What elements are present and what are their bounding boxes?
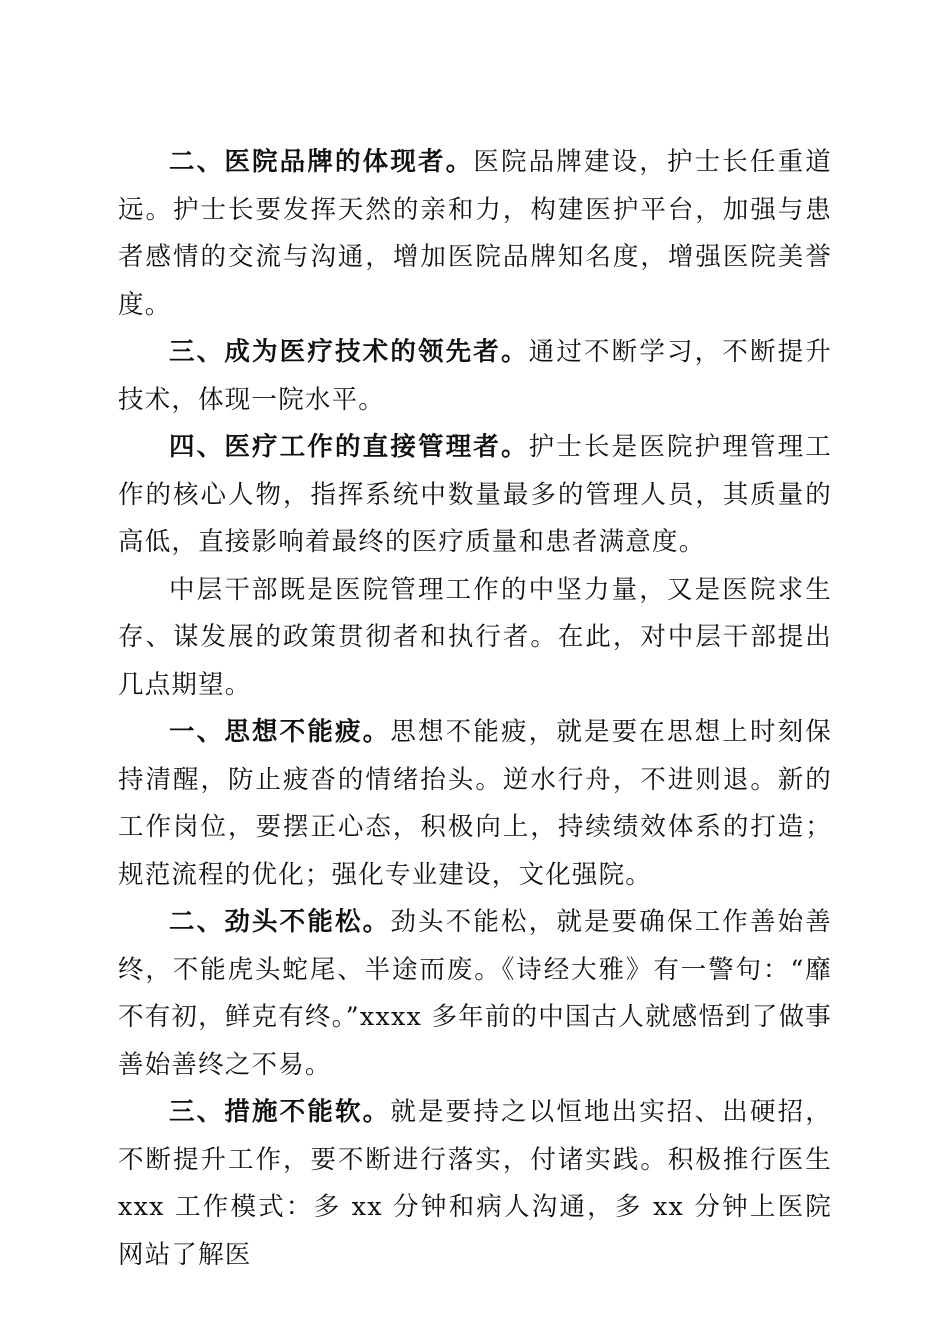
paragraph-text: 护士长是医院护理管理工作的核心人物，指挥系统中数量最多的管理人员，其质量的高低，直接影响着最终的医疗质量和患者满意度。 (118, 432, 833, 557)
paragraph-text: 通过不断学习，不断提升技术，体现一院水平。 (118, 337, 833, 415)
paragraph-text: 思想不能疲，就是要在思想上时刻保持清醒，防止疲沓的情绪抬头。逆水行舟，不进则退。新的工作岗位，要摆正心态，积极向上，持续绩效体系的打造；规范流程的优化；强化专业建设，文化强院。 (118, 717, 832, 890)
paragraph-measures-not-soft (118, 1089, 832, 1279)
paragraph-text: 就是要持之以恒地出实招、出硬招，不断提升工作，要不断进行落实，付诸实践。积极推行医生 xxx 工作模式：多 xx 分钟和病人沟通，多 xx 分钟上医院网站了解医 (118, 1097, 832, 1270)
paragraph-direct-manager (118, 424, 832, 567)
paragraph-hospital-brand (118, 139, 832, 329)
paragraph-heading: 三、措施不能软。 (169, 1097, 391, 1127)
paragraph-middle-cadres-intro (118, 567, 832, 710)
paragraph-heading: 一、思想不能疲。 (169, 717, 391, 747)
paragraph-mind-not-tired (118, 709, 832, 899)
paragraph-heading: 二、医院品牌的体现者。 (169, 147, 474, 177)
paragraph-heading: 三、成为医疗技术的领先者。 (169, 337, 529, 367)
paragraph-tech-leader (118, 329, 832, 424)
paragraph-text: 中层干部既是医院管理工作的中坚力量，又是医院求生存、谋发展的政策贯彻者和执行者。在此，对中层干部提出几点期望。 (118, 574, 832, 700)
paragraph-heading: 四、医疗工作的直接管理者。 (169, 432, 529, 462)
paragraph-text: 医院品牌建设，护士长任重道远。护士长要发挥天然的亲和力，构建医护平台，加强与患者感情的交流与沟通，增加医院品牌知名度，增强医院美誉度。 (118, 147, 832, 320)
paragraph-text: 劲头不能松，就是要确保工作善始善终，不能虎头蛇尾、半途而废。《诗经大雅》有一警句：“靡不有初，鲜克有终。”xxxx 多年前的中国古人就感悟到了做事善始善终之不易。 (118, 907, 832, 1080)
paragraph-heading: 二、劲头不能松。 (169, 907, 391, 937)
paragraph-energy-not-loose (118, 899, 832, 1089)
